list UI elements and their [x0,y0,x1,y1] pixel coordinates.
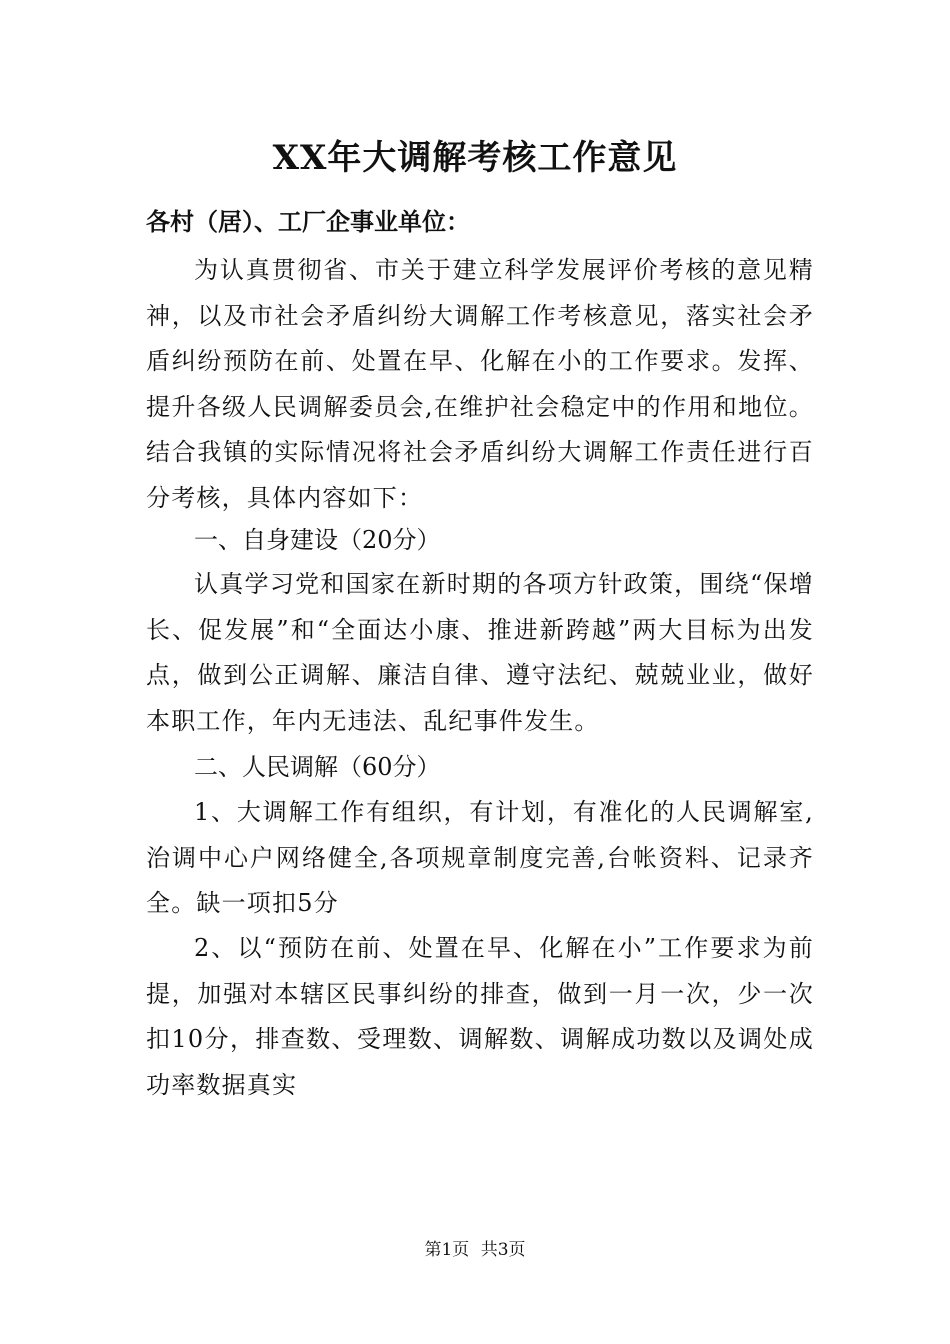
document-title: XX年大调解考核工作意见 [272,138,678,178]
section-heading-self-construction: 一、自身建设（20分） [194,526,441,554]
section2-item-2: 2、以“预防在前、处置在早、化解在小”工作要求为前提，加强对本辖区民事纠纷的排查，做到一月一次，少一次扣10分，排查数、受理数、调解数、调解成功数以及调处成功率数据真实 [146,934,814,1099]
section2-item-1: 1、大调解工作有组织，有计划，有准化的人民调解室,治调中心户网络健全,各项规章制度完善,台帐资料、记录齐全。缺一项扣5分 [146,798,814,917]
salutation: 各村（居）、工厂企事业单位： [146,207,470,236]
page-footer: 第1页 共3页 [424,1240,526,1260]
section-heading-people-mediation: 二、人民调解（60分） [194,753,441,781]
intro-paragraph: 为认真贯彻省、市关于建立科学发展评价考核的意见精神，以及市社会矛盾纠纷大调解工作考核意见，落实社会矛盾纠纷预防在前、处置在早、化解在小的工作要求。发挥、提升各级人民调解委员会,在维护社会稳定中的作用和地位。结合我镇的实际情况将社会矛盾纠纷大调解工作责任进行百分考核，具体内容如下： [146,256,814,512]
section1-paragraph: 认真学习党和国家在新时期的各项方针政策，围绕“保增长、促发展”和“全面达小康、推进新跨越”两大目标为出发点，做到公正调解、廉洁自律、遵守法纪、兢兢业业，做好本职工作，年内无违法、乱纪事件发生。 [146,570,814,735]
